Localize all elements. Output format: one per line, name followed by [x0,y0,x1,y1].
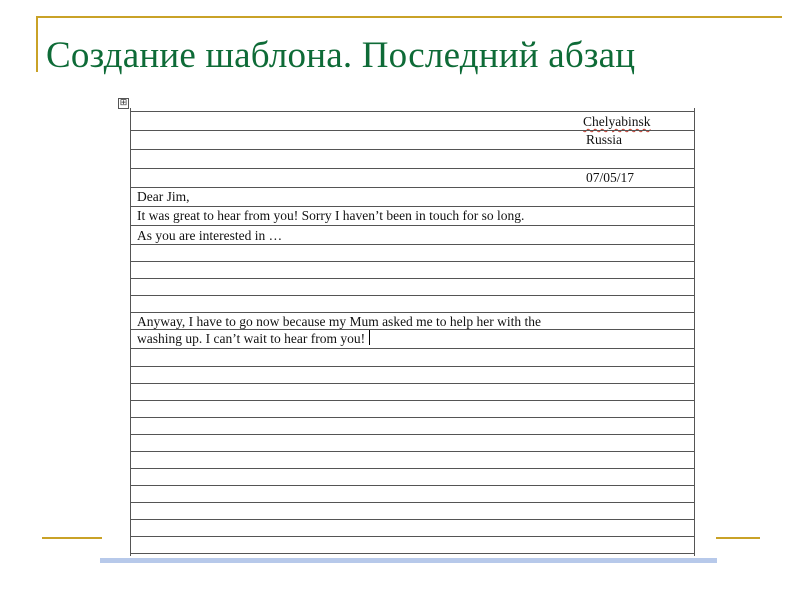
table-row[interactable] [131,295,694,312]
row-city[interactable] [131,111,694,130]
table-row[interactable] [131,383,694,400]
table-row[interactable] [131,451,694,468]
move-cross-icon[interactable]: ⊞ [119,98,128,108]
table-row[interactable] [131,244,694,261]
frame-bottom-bar [100,558,717,563]
row-date[interactable] [131,168,694,187]
body-line-text: As you are interested in … [137,228,283,243]
frame-top-line [36,16,782,18]
closing-line-1-text: Anyway, I have to go now because my Mum asked me to help her with the [137,314,542,329]
row-greeting[interactable] [131,187,694,206]
row-opening[interactable] [131,206,694,225]
table-row[interactable] [131,468,694,485]
greeting-text: Dear Jim, [137,189,190,204]
slide-title: Создание шаблона. Последний абзац [46,35,636,76]
frame-bottom-left-line [42,537,102,539]
table-row[interactable] [131,348,694,366]
address-country: Russia [586,132,623,147]
table-row[interactable] [131,434,694,451]
table-row[interactable] [131,278,694,295]
table-row[interactable] [131,502,694,519]
table-row[interactable] [131,485,694,502]
table-row[interactable] [131,553,694,556]
opening-line-text: It was great to hear from you! Sorry I haven’t been in touch for so long. [137,208,525,223]
row-closing-1[interactable] [131,312,694,329]
table-row[interactable] [131,400,694,417]
closing-line-2-wrap [137,330,370,347]
text-cursor [369,330,370,345]
row-body[interactable] [131,225,694,244]
letter-template-table[interactable] [130,108,695,556]
table-row[interactable] [131,519,694,536]
row-closing-2[interactable] [131,329,694,348]
table-row[interactable] [131,149,694,168]
table-row[interactable] [131,536,694,553]
frame-bottom-right-line [716,537,760,539]
address-city: Chelyabinsk [583,114,651,129]
table-row[interactable] [131,261,694,278]
frame-left-line [36,16,38,72]
table-row[interactable] [131,366,694,383]
table-row[interactable] [131,417,694,434]
closing-line-2-text: washing up. I can’t wait to hear from you! [137,331,366,346]
letter-date: 07/05/17 [586,170,635,185]
row-country[interactable] [131,130,694,149]
